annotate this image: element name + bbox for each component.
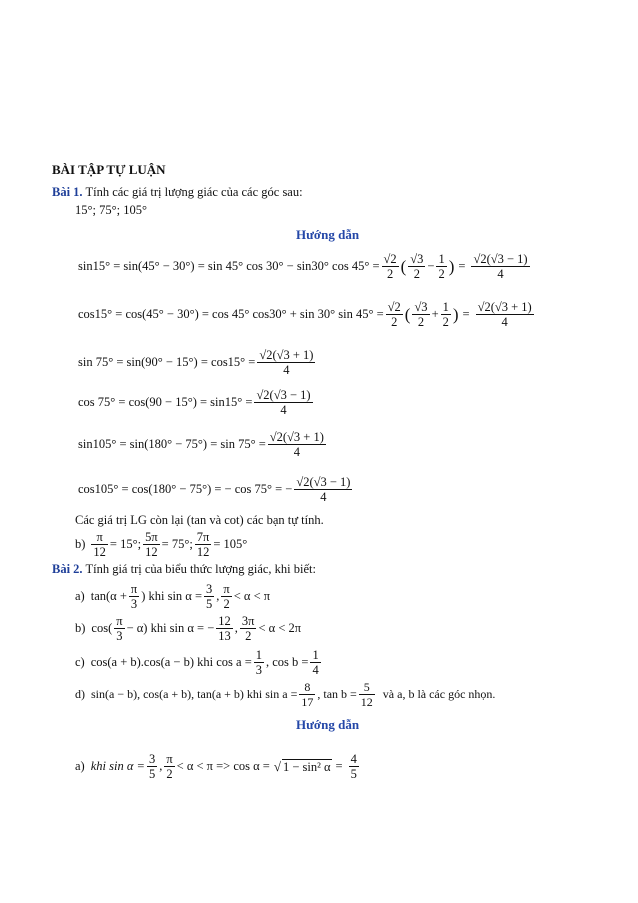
bai1-remark: Các giá trị LG còn lại (tan và cot) các bạn tự tính.: [75, 513, 324, 527]
bai2-guide-heading: Hướng dẫn: [296, 717, 360, 732]
sol-a-label: a): [75, 759, 85, 773]
sin105-equation: [78, 430, 328, 459]
part-b-value-1: = 15°;: [109, 537, 142, 551]
bai2-d-frac-1: $\frac{8}{17}$: [301, 680, 314, 709]
bai2-b-cond-frac: $\frac{3\pi}{2}$: [241, 614, 255, 643]
sin15-paren-close: ): [448, 256, 455, 276]
sin15-paren-open: (: [400, 256, 407, 276]
section-title: BÀI TẬP TỰ LUẬN: [52, 162, 166, 177]
sin105-result: $\frac{√2(√3 + 1)}{4}$: [269, 430, 324, 459]
cos75-result: $\frac{√2(√3 - 1)}{4}$: [256, 388, 311, 417]
bai2-a-cond-pre: ,: [216, 589, 220, 603]
bai2-a-pi-frac: $\frac{\pi}{3}$: [130, 582, 138, 611]
sqrt-icon: √: [273, 758, 281, 774]
part-b-frac-3: $\frac{7\pi}{12}$: [196, 530, 210, 559]
bai2-c-mid: , cos b =: [266, 655, 309, 669]
bai2-b-cond-pre: ,: [234, 621, 238, 635]
bai2-a-expr-post: ) khi sin α =: [141, 589, 203, 603]
bai2-c-label: c): [75, 655, 85, 669]
sin15-result: $\frac{√2(√3 - 1)}{4}$: [473, 252, 528, 281]
bai2-d-label: d): [75, 687, 85, 701]
sin15-equation: sin15° = sin(45° − 30°) = sin 45° cos 30° − sin30° cos 45° = $\frac{√2}{2}$ ( $\frac{√3}{2}$ − $\frac{1}{2}$ ) = $\frac{√2(√3 - 1)}{4}$: [78, 252, 528, 281]
sol-a-result-frac: $\frac{4}{5}$: [350, 752, 357, 781]
part-b-value-2: = 75°;: [161, 537, 193, 551]
bai2-label: Bài 2.: [52, 562, 83, 576]
bai2-b-label: b): [75, 621, 86, 635]
bai1-prompt: Tính các giá trị lượng giác của các góc sau:: [85, 185, 303, 199]
bai2-b-expr-pre: cos(: [91, 621, 113, 635]
cos15-lhs: cos15° = cos(45° − 30°) = cos 45° cos30° + sin 30° sin 45° =: [78, 307, 384, 321]
bai1-guide-heading: Hướng dẫn: [296, 227, 360, 242]
bai2-b-expr-post: − α) khi sin α = −: [126, 621, 215, 635]
sol-a-cond-frac: $\frac{\pi}{2}$: [166, 752, 173, 781]
cos105-result: $\frac{√2(√3 - 1)}{4}$: [296, 475, 351, 504]
cos15-factor: $\frac{√2}{2}$: [387, 300, 401, 329]
part-b-frac-1: $\frac{\pi}{12}$: [93, 530, 106, 559]
cos15-equation: cos15° = cos(45° − 30°) = cos 45° cos30° + sin 30° sin 45° = $\frac{√2}{2}$ ( $\frac{√3}{2}$ + $\frac{1}{2}$ ) = $\frac{√2(√3 + 1)}{4}$: [78, 300, 532, 329]
bai2-c: [75, 648, 323, 677]
cos15-paren-open: (: [404, 304, 411, 324]
sin15-factor: $\frac{√2}{2}$: [383, 252, 397, 281]
sin15-inner-a: $\frac{√3}{2}$: [410, 252, 424, 281]
sin75-lhs: sin 75° = sin(90° − 15°) = cos15° =: [78, 355, 256, 369]
bai2-a-label: a): [75, 589, 85, 603]
bai2-b-cond-post: < α < 2π: [258, 621, 302, 635]
bai2-solution-a: [75, 752, 361, 781]
part-b-value-3: = 105°: [213, 537, 248, 551]
cos15-result: $\frac{√2(√3 + 1)}{4}$: [477, 300, 532, 329]
sol-a-pre: khi sin α =: [90, 759, 145, 773]
cos105-equation: [78, 475, 354, 504]
sin15-lhs: sin15° = sin(45° − 30°) = sin 45° cos 30° − sin30° cos 45° =: [78, 259, 380, 273]
bai2-a: [75, 582, 270, 611]
bai2-d-tail: và a, b là các góc nhọn.: [382, 687, 496, 701]
sin75-equation: [78, 348, 317, 377]
sol-a-mid2: < α < π => cos α =: [176, 759, 270, 773]
bai2-c-frac-1: $\frac{1}{3}$: [255, 648, 262, 677]
bai2-d-mid: , tan b =: [317, 687, 357, 701]
bai2-c-frac-2: $\frac{1}{4}$: [312, 648, 319, 677]
bai1-label: Bài 1.: [52, 185, 83, 199]
bai2-b: [75, 614, 301, 643]
bai2-a-val-frac: $\frac{3}{5}$: [206, 582, 213, 611]
bai2-line: [52, 562, 316, 577]
sol-a-mid1: ,: [159, 759, 163, 773]
bai2-b-val-frac: $\frac{12}{13}$: [218, 614, 231, 643]
part-b-frac-2: $\frac{5\pi}{12}$: [145, 530, 158, 559]
bai2-prompt: Tính giá trị của biểu thức lượng giác, khi biết:: [85, 562, 316, 576]
bai1-line: [52, 185, 303, 200]
bai2-a-cond-post: < α < π: [233, 589, 271, 603]
bai2-d-expr: sin(a − b), cos(a + b), tan(a + b) khi sin a =: [91, 687, 298, 701]
cos15-inner-b: $\frac{1}{2}$: [442, 300, 449, 329]
bai2-a-cond-frac: $\frac{\pi}{2}$: [223, 582, 230, 611]
cos75-equation: [78, 388, 315, 417]
cos15-paren-close: ): [452, 304, 459, 324]
sin15-inner-b: $\frac{1}{2}$: [438, 252, 445, 281]
cos15-op: +: [431, 307, 439, 321]
bai1-part-b: [75, 530, 247, 559]
sol-a-val-frac: $\frac{3}{5}$: [148, 752, 156, 781]
sin15-op: −: [427, 259, 435, 273]
cos75-lhs: cos 75° = cos(90 − 15°) = sin15° =: [78, 395, 253, 409]
bai2-c-expr: cos(a + b).cos(a − b) khi cos a =: [90, 655, 252, 669]
cos105-lhs: cos105° = cos(180° − 75°) = − cos 75° = −: [78, 482, 293, 496]
part-b-label: b): [75, 537, 86, 551]
sol-a-radicand: 1 − sin² α: [282, 759, 331, 774]
sin75-result: $\frac{√2(√3 + 1)}{4}$: [259, 348, 314, 377]
sin105-lhs: sin105° = sin(180° − 75°) = sin 75° =: [78, 437, 266, 451]
bai2-a-expr-pre: tan(α +: [90, 589, 127, 603]
cos15-inner-a: $\frac{√3}{2}$: [414, 300, 428, 329]
bai2-d: [75, 680, 495, 709]
sol-a-eq: =: [335, 759, 343, 773]
bai2-d-frac-2: $\frac{5}{12}$: [360, 680, 373, 709]
bai1-angles: 15°; 75°; 105°: [75, 203, 147, 217]
bai2-b-pi-frac: $\frac{\pi}{3}$: [116, 614, 123, 643]
